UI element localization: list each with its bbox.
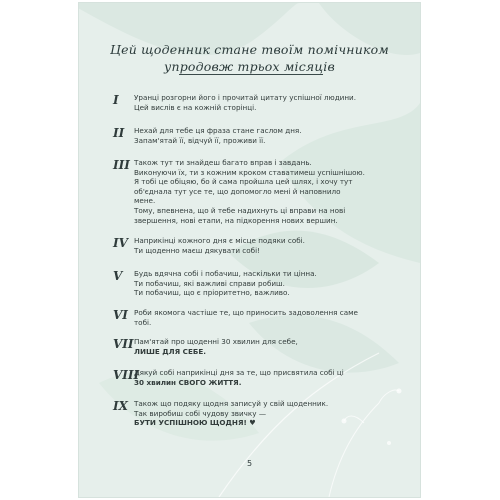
item-number: II xyxy=(113,126,125,140)
page-number: 5 xyxy=(246,459,253,468)
item-number: III xyxy=(113,158,130,172)
item-text: Нехай для тебе ця фраза стане гаслом дня. Запам'ятай її, відчуй її, проживи її. xyxy=(134,126,302,145)
item-number: IX xyxy=(113,399,128,413)
item-number: VI xyxy=(113,308,128,322)
item-number: V xyxy=(113,269,123,283)
item-text: Також тут ти знайдеш багато вправ і завдань. Виконуючи їх, ти з кожним кроком ставатимеш успішнішою. Я тобі це обіцяю, бо й сама пройшла цей шлях, і хочу тут об'єднала тут усе те, що допомогло мені й наповнило мене. Тому, впевнена, що й тебе надихнуть ці вправи на нові звершення, нові етапи, на підкорення нових вершин. xyxy=(134,158,365,225)
item-text: Уранці розгорни його і прочитай цитату успішної людини. Цей вислів є на кожній сторінці. xyxy=(134,93,357,112)
page-title-line-1: Цей щоденник стане твоїм помічником xyxy=(110,42,389,57)
page-title-line-2: упродовж трьох місяців xyxy=(164,59,335,74)
item-text: Також що подяку щодня записуй у свій щоденник. Так виробиш собі чудову звичку — БУТИ УСПІШНОЮ ЩОДНЯ! ♥ xyxy=(134,399,329,428)
item-number: VIII xyxy=(113,368,140,382)
item-number: VII xyxy=(113,337,134,351)
item-number: I xyxy=(113,93,119,107)
item-text: Будь вдячна собі і побачиш, наскільки ти цінна. Ти побачиш, які важливі справи робиш. Ти побачиш, що є пріоритетно, важливо. xyxy=(134,269,317,298)
item-text: Роби якомога частіше те, що приносить задоволення саме тобі. xyxy=(134,308,358,327)
item-text: Наприкінці кожного дня є місце подяки собі. Ти щоденно маєш дякувати собі! xyxy=(134,236,305,255)
title-underline xyxy=(179,74,323,75)
item-text: Пам'ятай про щоденні 30 хвилин для себе, ЛИШЕ ДЛЯ СЕБЕ. xyxy=(134,337,298,356)
item-number: IV xyxy=(113,236,128,250)
diary-page xyxy=(79,3,420,497)
item-text: Дякуй собі наприкінці дня за те, що присвятила собі ці 30 хвилин СВОГО ЖИТТЯ. xyxy=(134,368,344,387)
